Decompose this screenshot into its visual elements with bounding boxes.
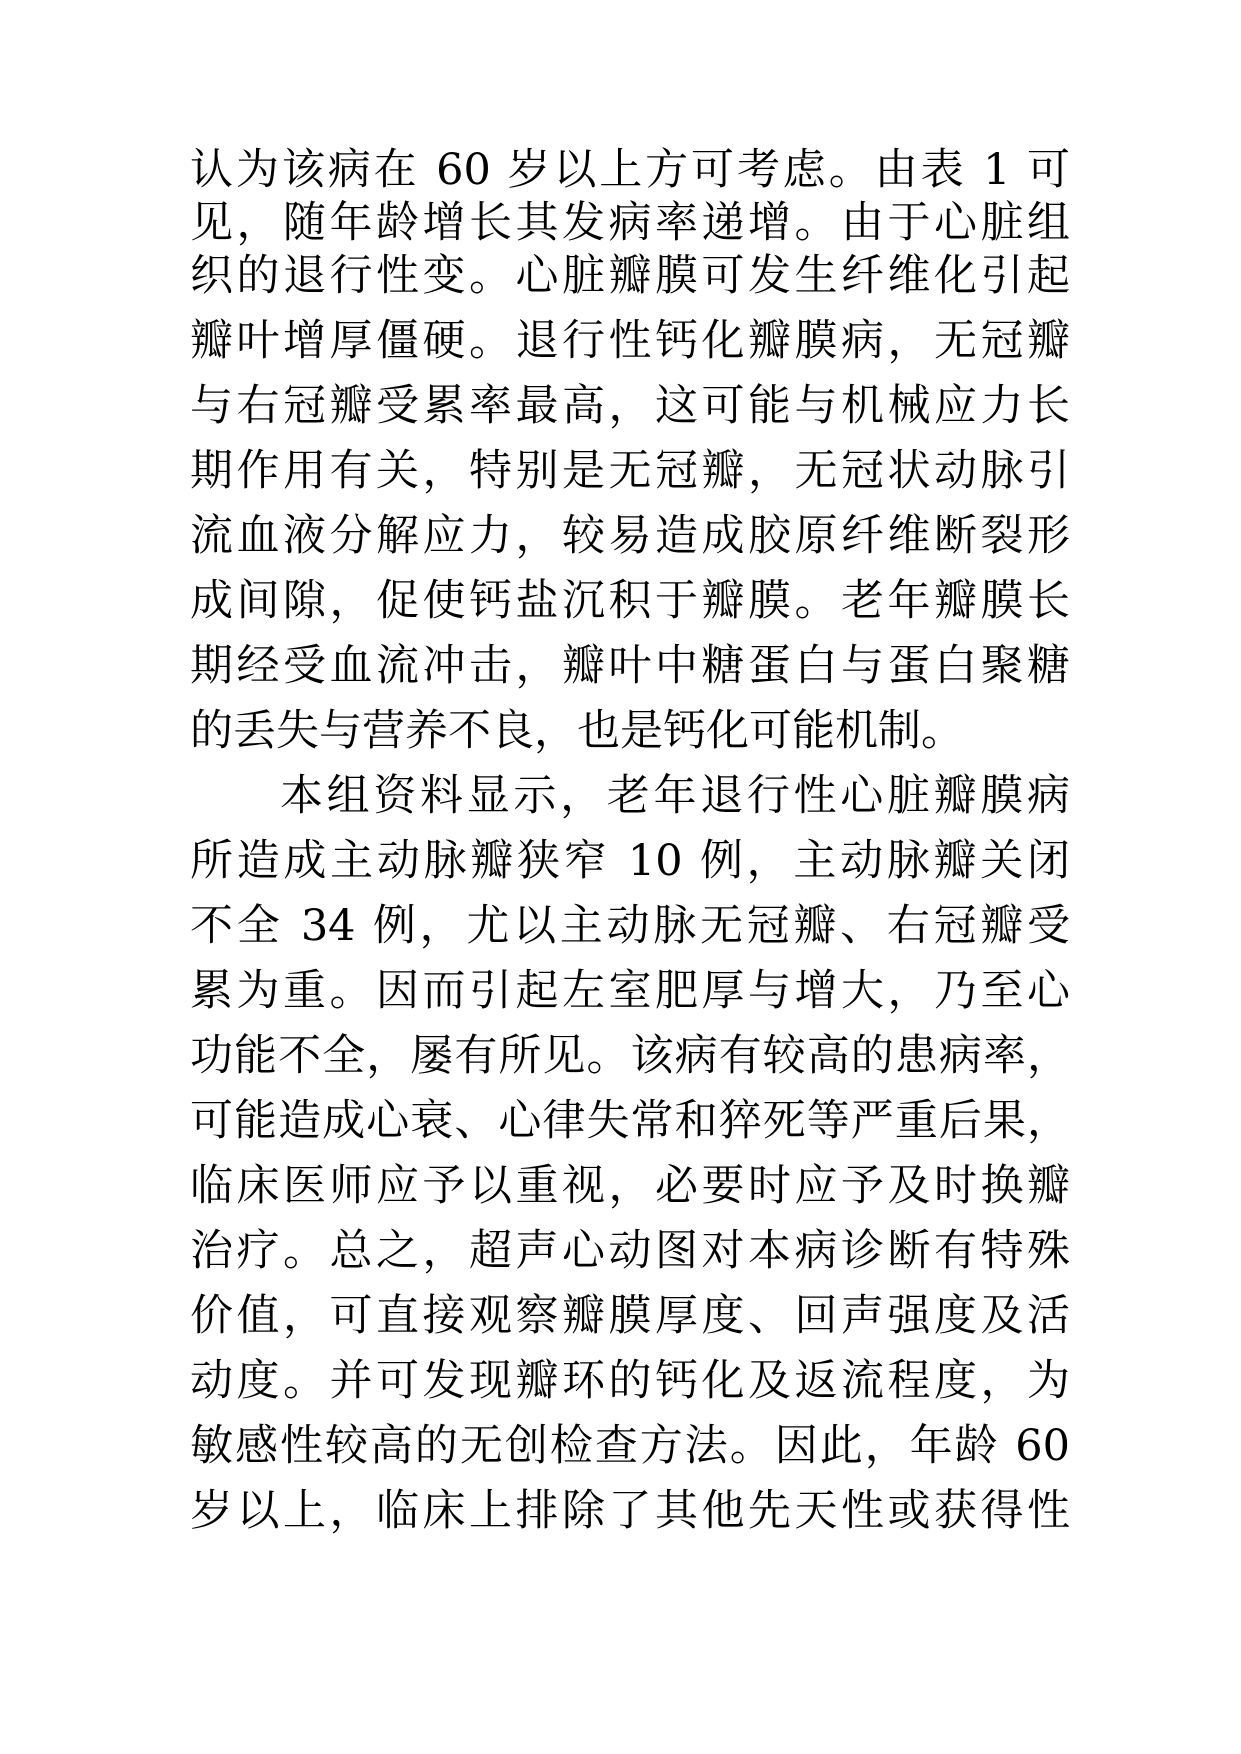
text-line: 成间隙，促使钙盐沉积于瓣膜。老年瓣膜长: [190, 576, 1070, 626]
text-line: 动度。并可发现瓣环的钙化及返流程度，为: [190, 1356, 1070, 1406]
text-line: 期经受血流冲击，瓣叶中糖蛋白与蛋白聚糖: [190, 641, 1070, 691]
text-line: 流血液分解应力，较易造成胶原纤维断裂形: [190, 511, 1070, 561]
text-line: 岁以上，临床上排除了其他先天性或获得性: [190, 1486, 1070, 1536]
text-line: 功能不全，屡有所见。该病有较高的患病率，: [190, 1031, 1070, 1081]
text-line: 认为该病在 60 岁以上方可考虑。由表 1 可: [190, 145, 1070, 195]
text-line: 治疗。总之，超声心动图对本病诊断有特殊: [190, 1226, 1070, 1276]
text-line: 价值，可直接观察瓣膜厚度、回声强度及活: [190, 1291, 1070, 1341]
text-line: 临床医师应予以重视，必要时应予及时换瓣: [190, 1161, 1070, 1211]
text-line: 织的退行性变。心脏瓣膜可发生纤维化引起: [190, 251, 1070, 301]
text-line: 的丢失与营养不良，也是钙化可能机制。: [190, 706, 964, 756]
text-line: 可能造成心衰、心律失常和猝死等严重后果，: [190, 1096, 1070, 1146]
text-line: 瓣叶增厚僵硬。退行性钙化瓣膜病，无冠瓣: [190, 316, 1070, 366]
text-line: 不全 34 例，尤以主动脉无冠瓣、右冠瓣受: [190, 901, 1070, 951]
paragraph-first-line: 本组资料显示，老年退行性心脏瓣膜病: [280, 771, 1070, 821]
text-line: 累为重。因而引起左室肥厚与增大，乃至心: [190, 966, 1070, 1016]
text-line: 敏感性较高的无创检查方法。因此，年龄 60: [190, 1421, 1070, 1471]
text-line: 期作用有关，特别是无冠瓣，无冠状动脉引: [190, 446, 1070, 496]
text-line: 所造成主动脉瓣狭窄 10 例，主动脉瓣关闭: [190, 836, 1070, 886]
text-line: 与右冠瓣受累率最高，这可能与机械应力长: [190, 381, 1070, 431]
text-line: 见，随年龄增长其发病率递增。由于心脏组: [190, 198, 1070, 248]
